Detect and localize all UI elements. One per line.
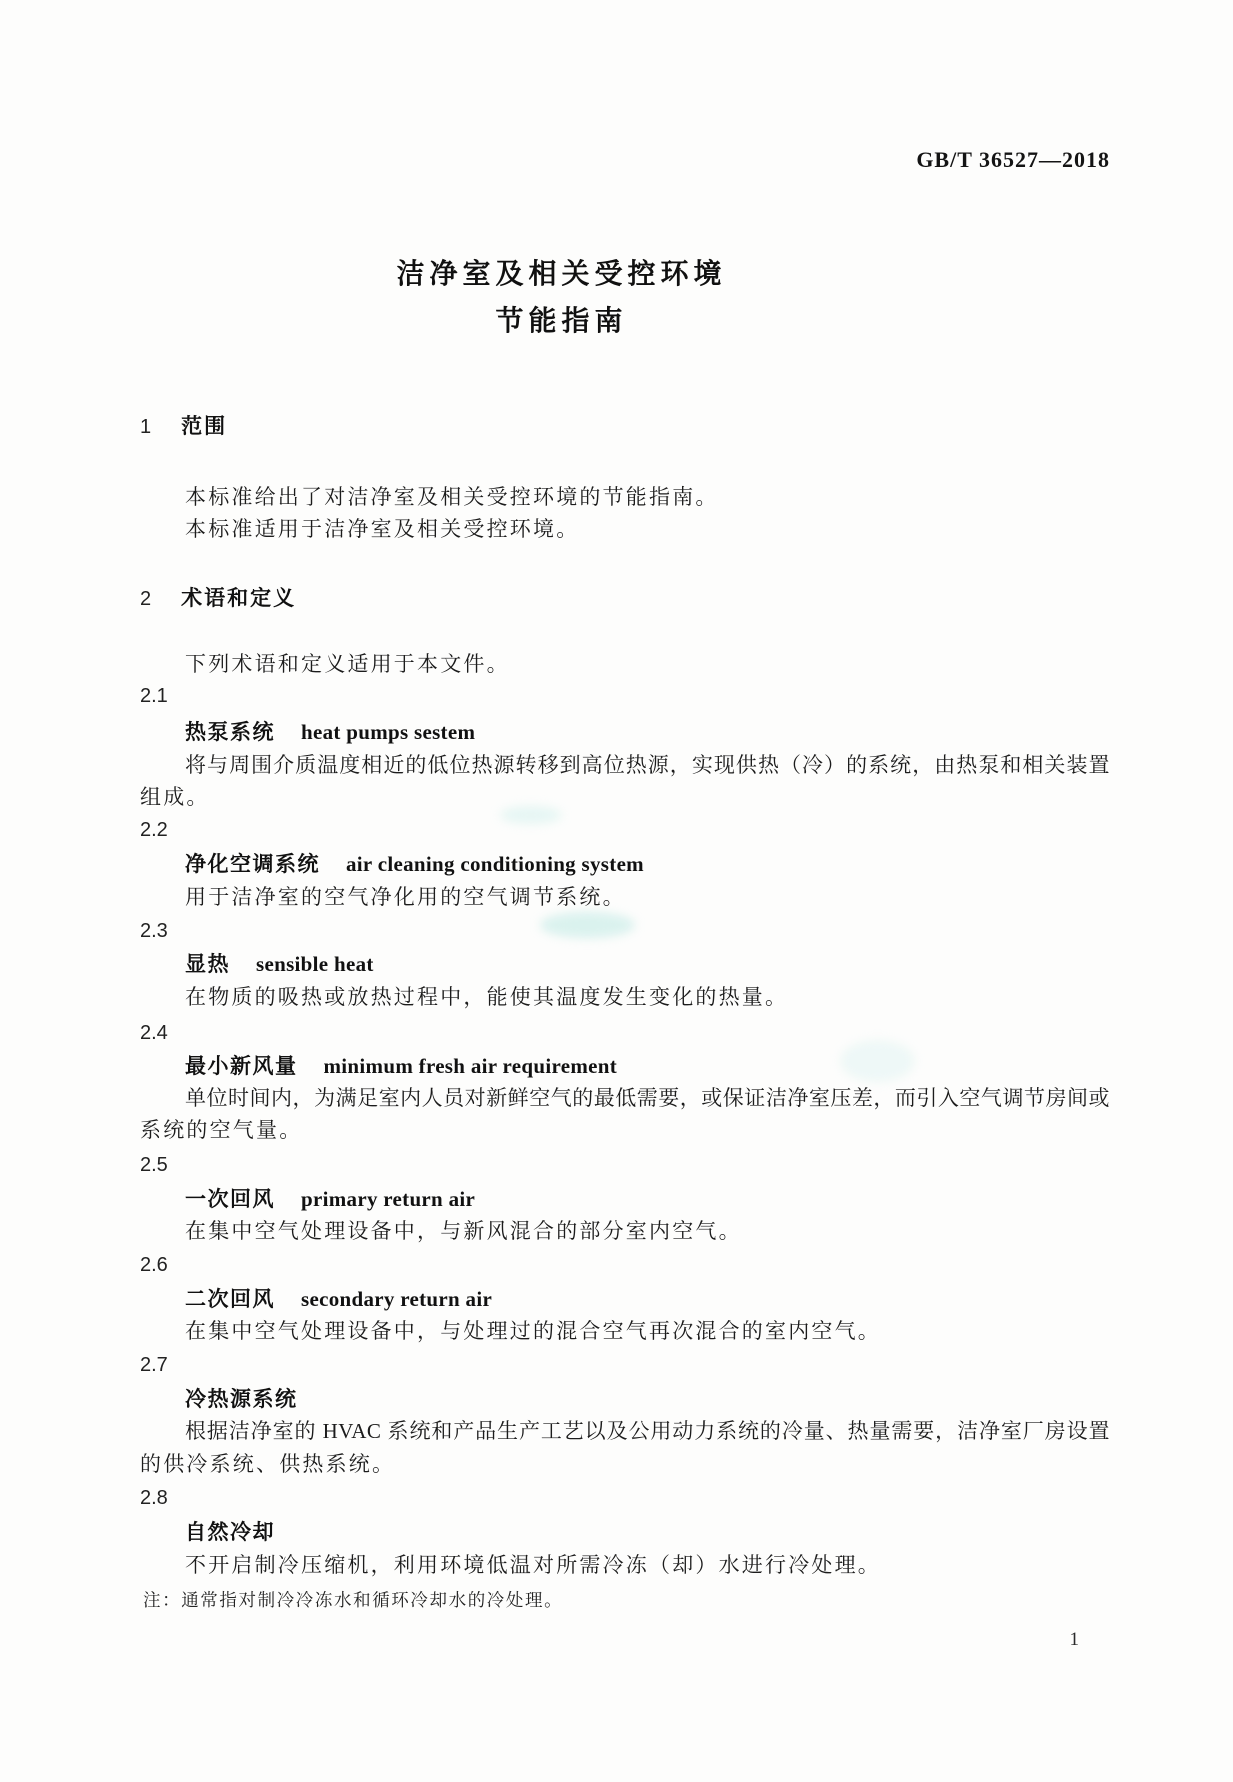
- term-definition-line: 在集中空气处理设备中，与新风混合的部分室内空气。: [185, 1219, 742, 1243]
- term-heading: [185, 1386, 324, 1413]
- term-definition-line: 在集中空气处理设备中，与处理过的混合空气再次混合的室内空气。: [185, 1319, 881, 1343]
- term-name-en: secondary return air: [301, 1287, 493, 1311]
- doc-title-line2: 节能指南: [495, 305, 628, 336]
- term-name-zh: 冷热源系统: [185, 1388, 298, 1411]
- note-text: 注：通常指对制冷冷冻水和循环冷却水的冷处理。: [143, 1590, 564, 1610]
- page-number: 1: [1069, 1629, 1079, 1650]
- term-heading: [185, 1053, 617, 1080]
- term-definition-line: 根据洁净室的 HVAC 系统和产品生产工艺以及公用动力系统的冷量、热量需要，洁净室厂房设置: [185, 1419, 1110, 1443]
- term-number: 2.2: [140, 819, 168, 841]
- doc-title-line1: 洁净室及相关受控环境: [396, 258, 727, 289]
- term-name-zh: 最小新风量: [185, 1055, 298, 1078]
- section-title: 术语和定义: [181, 587, 297, 610]
- term-name-zh: 一次回风: [185, 1188, 275, 1211]
- term-number: 2.3: [140, 920, 168, 942]
- term-number: 2.7: [140, 1354, 168, 1376]
- scan-artifact: [540, 912, 635, 938]
- term-name-zh: 显热: [185, 953, 230, 976]
- section-number: 2: [140, 588, 152, 610]
- term-number: 2.1: [140, 685, 168, 707]
- paragraph: 本标准适用于洁净室及相关受控环境。: [185, 517, 580, 541]
- term-number: 2.8: [140, 1487, 168, 1509]
- doc-number: GB/T 36527—2018: [916, 147, 1110, 172]
- term-name-en: minimum fresh air requirement: [323, 1054, 618, 1078]
- term-name-zh: 二次回风: [185, 1288, 275, 1311]
- term-definition-line: 将与周围介质温度相近的低位热源转移到高位热源，实现供热（冷）的系统，由热泵和相关装置: [185, 753, 1110, 777]
- term-definition-line: 用于洁净室的空气净化用的空气调节系统。: [185, 885, 626, 909]
- term-definition-line: 在物质的吸热或放热过程中，能使其温度发生变化的热量。: [185, 985, 789, 1009]
- section-title: 范围: [181, 415, 228, 438]
- term-heading: [185, 951, 374, 978]
- section-number: 1: [140, 416, 152, 438]
- section-1-heading: [140, 414, 227, 440]
- term-name-zh: 热泵系统: [185, 721, 275, 744]
- term-name-zh: 净化空调系统: [185, 853, 320, 876]
- term-name-en: heat pumps sestem: [301, 720, 476, 744]
- term-number: 2.5: [140, 1154, 168, 1176]
- term-heading: [185, 719, 475, 746]
- term-heading: [185, 1286, 492, 1313]
- term-heading: [185, 1519, 301, 1546]
- term-number: 2.4: [140, 1022, 168, 1044]
- term-number: 2.6: [140, 1254, 168, 1276]
- term-definition-line: 组成。: [140, 785, 210, 809]
- paragraph: 下列术语和定义适用于本文件。: [185, 652, 510, 676]
- term-name-en: sensible heat: [256, 952, 374, 976]
- scan-artifact: [500, 806, 562, 824]
- paragraph: 本标准给出了对洁净室及相关受控环境的节能指南。: [185, 485, 719, 509]
- section-2-heading: [140, 586, 296, 612]
- term-name-en: air cleaning conditioning system: [346, 852, 644, 876]
- term-definition-line: 的供冷系统、供热系统。: [140, 1452, 396, 1476]
- scan-artifact: [840, 1040, 915, 1082]
- term-definition-line: 不开启制冷压缩机，利用环境低温对所需冷冻（却）水进行冷处理。: [185, 1553, 881, 1577]
- term-heading: [185, 1186, 475, 1213]
- term-definition-line: 系统的空气量。: [140, 1118, 303, 1142]
- term-name-en: primary return air: [301, 1187, 476, 1211]
- term-name-zh: 自然冷却: [185, 1521, 275, 1544]
- term-heading: [185, 851, 644, 878]
- term-definition-line: 单位时间内，为满足室内人员对新鲜空气的最低需要，或保证洁净室压差，而引入空气调节房间或: [185, 1086, 1110, 1110]
